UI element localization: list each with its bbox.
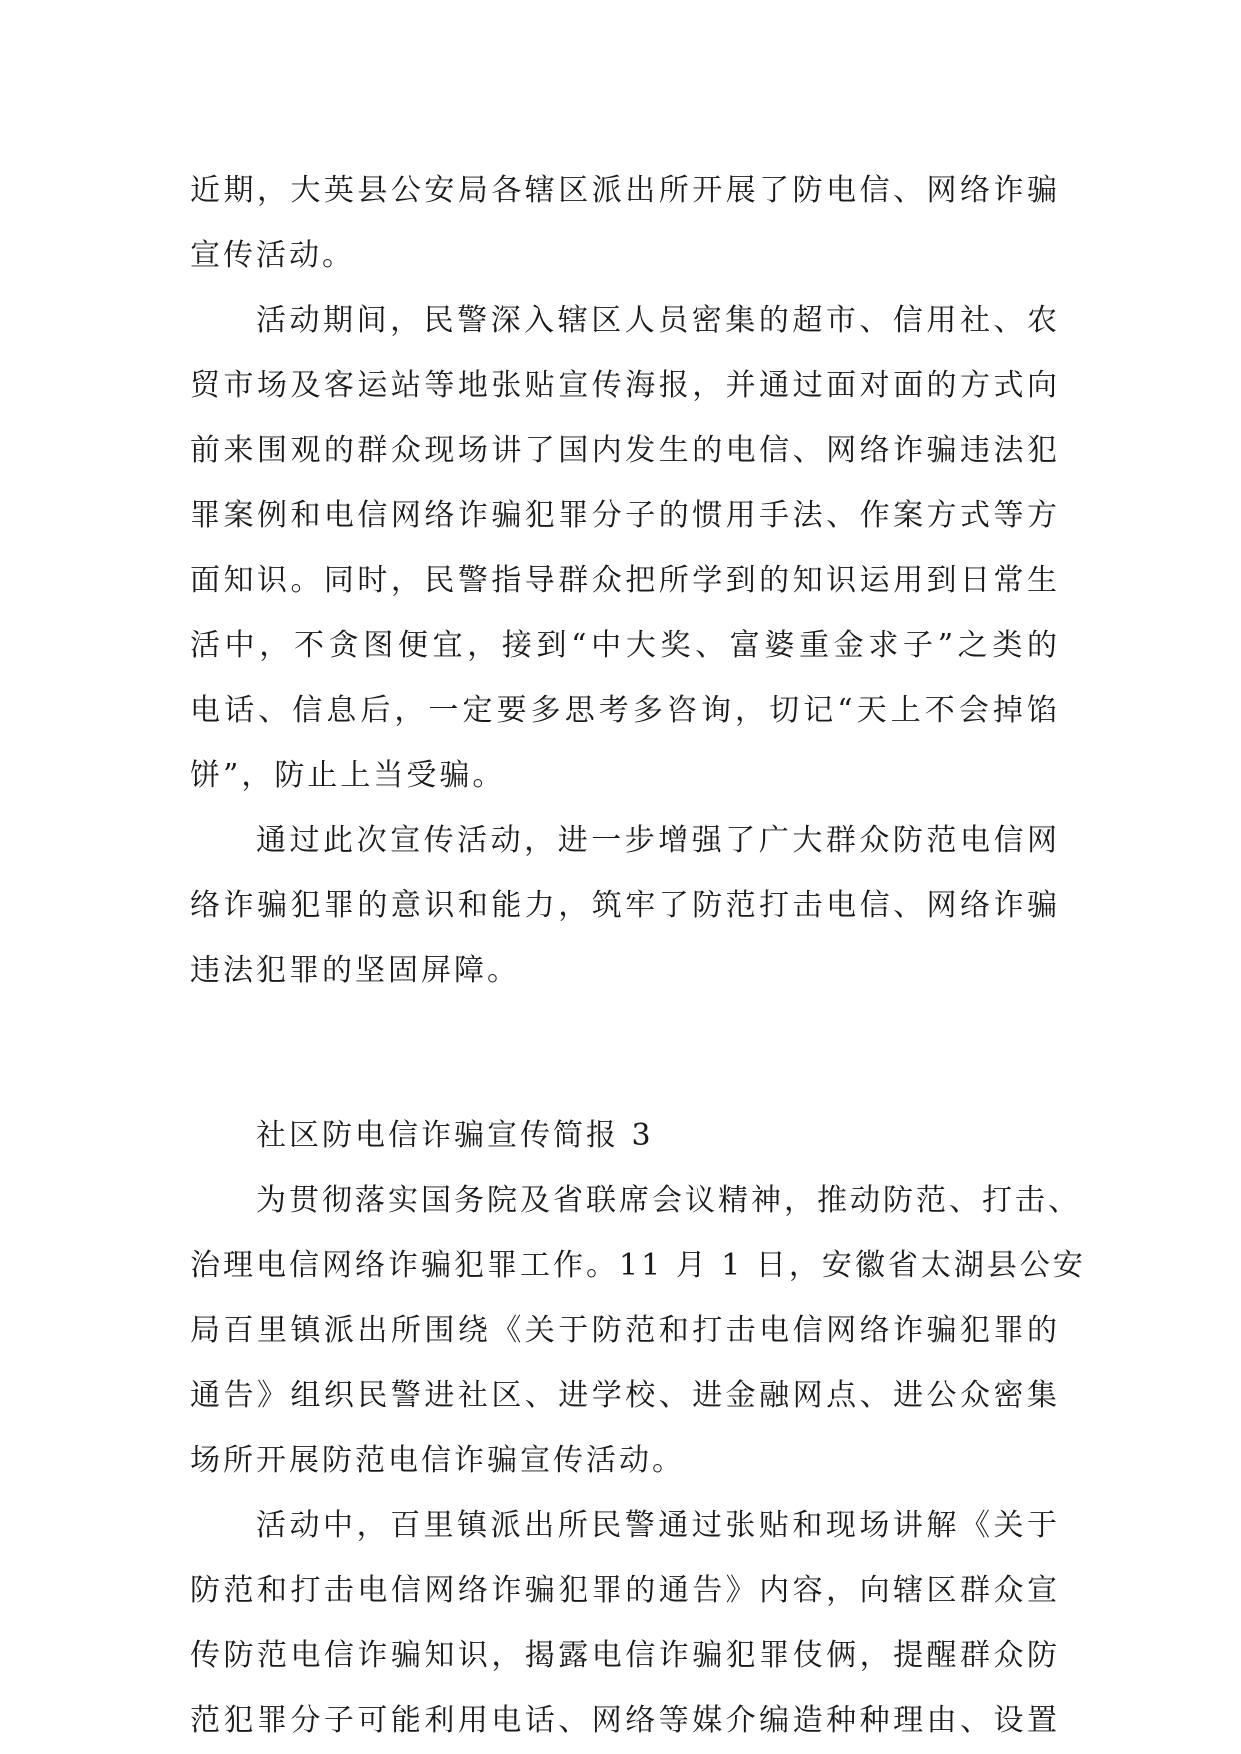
- section-gap: [190, 1003, 1060, 1103]
- text-line: 通告》组织民警进社区、进学校、进金融网点、进公众密集: [190, 1378, 1060, 1413]
- text-line: 传防范电信诈骗知识，揭露电信诈骗犯罪伎俩，提醒群众防: [190, 1638, 1060, 1673]
- text-line: 贸市场及客运站等地张贴宣传海报，并通过面对面的方式向: [190, 368, 1060, 403]
- text-line: 络诈骗犯罪的意识和能力，筑牢了防范打击电信、网络诈骗: [190, 888, 1060, 923]
- paragraph: [190, 1493, 1060, 1753]
- text-line: 违法犯罪的坚固屏障。: [190, 953, 520, 988]
- text-line: 宣传活动。: [190, 238, 355, 273]
- text-line: 活动中，百里镇派出所民警通过张贴和现场讲解《关于: [256, 1508, 1060, 1543]
- paragraph: [190, 808, 1060, 1003]
- text-line: 局百里镇派出所围绕《关于防范和打击电信网络诈骗犯罪的: [190, 1313, 1060, 1348]
- text-line: 防范和打击电信网络诈骗犯罪的通告》内容，向辖区群众宣: [190, 1573, 1060, 1608]
- text-line: 前来围观的群众现场讲了国内发生的电信、网络诈骗违法犯: [190, 433, 1060, 468]
- text-line: 活中，不贪图便宜，接到“中大奖、富婆重金求子”之类的: [190, 628, 1060, 663]
- text-line: 范犯罪分子可能利用电话、网络等媒介编造种种理由、设置: [190, 1703, 1060, 1738]
- text-line: 通过此次宣传活动，进一步增强了广大群众防范电信网: [256, 823, 1060, 858]
- text-line: 治理电信网络诈骗犯罪工作。11 月 1 日，安徽省太湖县公安: [190, 1248, 1086, 1283]
- text-line: 场所开展防范电信诈骗宣传活动。: [190, 1443, 685, 1478]
- document-body: [190, 158, 1086, 1753]
- paragraph: [190, 158, 1060, 288]
- text-line: 电话、信息后，一定要多思考多咨询，切记“天上不会掉馅: [190, 693, 1060, 728]
- text-line: 活动期间，民警深入辖区人员密集的超市、信用社、农: [256, 303, 1060, 338]
- text-line: 面知识。同时，民警指导群众把所学到的知识运用到日常生: [190, 563, 1060, 598]
- paragraph: [190, 1168, 1086, 1493]
- text-line: 饼”，防止上当受骗。: [190, 758, 506, 793]
- text-line: 罪案例和电信网络诈骗犯罪分子的惯用手法、作案方式等方: [190, 498, 1060, 533]
- section-title: 社区防电信诈骗宣传简报 3: [256, 1118, 654, 1153]
- text-line: 为贯彻落实国务院及省联席会议精神，推动防范、打击、: [256, 1183, 1081, 1218]
- paragraph: [190, 288, 1060, 808]
- text-line: 近期，大英县公安局各辖区派出所开展了防电信、网络诈骗: [190, 173, 1060, 208]
